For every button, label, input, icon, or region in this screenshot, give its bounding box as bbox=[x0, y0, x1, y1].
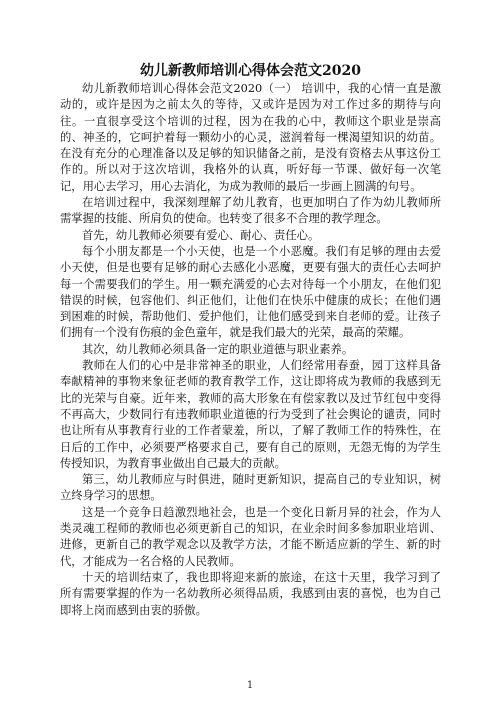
point-three-heading: 第三，幼儿教师应与时俱进，随时更新知识，提高自己的专业知识，树立终身学习的思想。 bbox=[60, 473, 441, 503]
page-number: 1 bbox=[246, 680, 254, 691]
document-page bbox=[60, 62, 441, 619]
document-title: 幼儿新教师培训心得体会范文2020 bbox=[140, 63, 361, 79]
point-two-paragraph: 教师在人们的心中是非常神圣的职业，人们经常用春蚕，园丁这样具备奉献精神的事物来象征老师的教育教学工作，这让即将成为教师的我感到无比的光荣与自豪。近年来，教师的高大形象在有偿家教以及过节红包中变得不再高大，少数同行有违教师职业道德的行为受到了社会舆论的谴责，同时也让所有从事教育行业的工作者蒙羞，所以，了解了教师工作的特殊性，在日后的工作中，必须要严格要求自己，要有自己的原则，无怨无悔的为学生传授知识，为教育事业做出自己最大的贡献。 bbox=[60, 359, 441, 470]
training-insight-paragraph: 在培训过程中，我深刻理解了幼儿教育，也更加明白了作为幼儿教师所需掌握的技能、所肩负的使命。也转变了很多不合理的教学理念。 bbox=[60, 196, 441, 226]
point-one-heading: 首先，幼儿教师必须要有爱心、耐心、责任心。 bbox=[82, 228, 320, 242]
point-three-paragraph: 这是一个竞争日趋激烈地社会，也是一个变化日新月异的社会，作为人类灵魂工程师的教师也必须更新自己的知识，在业余时间多参加职业培训、进修，更新自己的教学观念以及教学方法，才能不断适应新的学生、新的时代，才能成为一名合格的人民教师。 bbox=[60, 505, 441, 568]
intro-paragraph: 幼儿新教师培训心得体会范文2020（一） 培训中，我的心情一直是激动的，或许是因为之前太久的等待，又或许是因为对工作过多的期待与向往。一直很享受这个培训的过程，因为在我的心中，教师这个职业是崇高的、神圣的，它呵护着每一颗幼小的心灵，滋润着每一棵渴望知识的幼苗。在没有充分的心理准备以及足够的知识储备之前，是没有资格去从事这份工作的。所以对于这次培训，我格外的认真，听好每一节课、做好每一次笔记，用心去学习，用心去消化，为成为教师的最后一步画上圆满的句号。 bbox=[60, 82, 441, 193]
conclusion-paragraph: 十天的培训结束了，我也即将迎来新的旅途，在这十天里，我学习到了所有需要掌握的作为一名幼教所必须得品质，我感到由衷的喜悦，也为自己即将上岗而感到由衷的骄傲。 bbox=[60, 570, 441, 617]
point-two-heading: 其次，幼儿教师必须具备一定的职业道德与职业素养。 bbox=[82, 342, 354, 356]
point-one-paragraph: 每个小朋友都是一个小天使，也是一个小恶魔。我们有足够的理由去爱小天使，但是也要有足够的耐心去感化小恶魔，更要有强大的责任心去呵护每一个需要我们的学生。用一颗充满爱的心去对待每一个小朋友，在他们犯错误的时候，包容他们、纠正他们，让他们在快乐中健康的成长；在他们遇到困难的时候，帮助他们、爱护他们，让他们感受到来自老师的爱。让孩子们拥有一个没有伤痕的金色童年，就是我们最大的光荣，最高的荣耀。 bbox=[60, 244, 441, 340]
